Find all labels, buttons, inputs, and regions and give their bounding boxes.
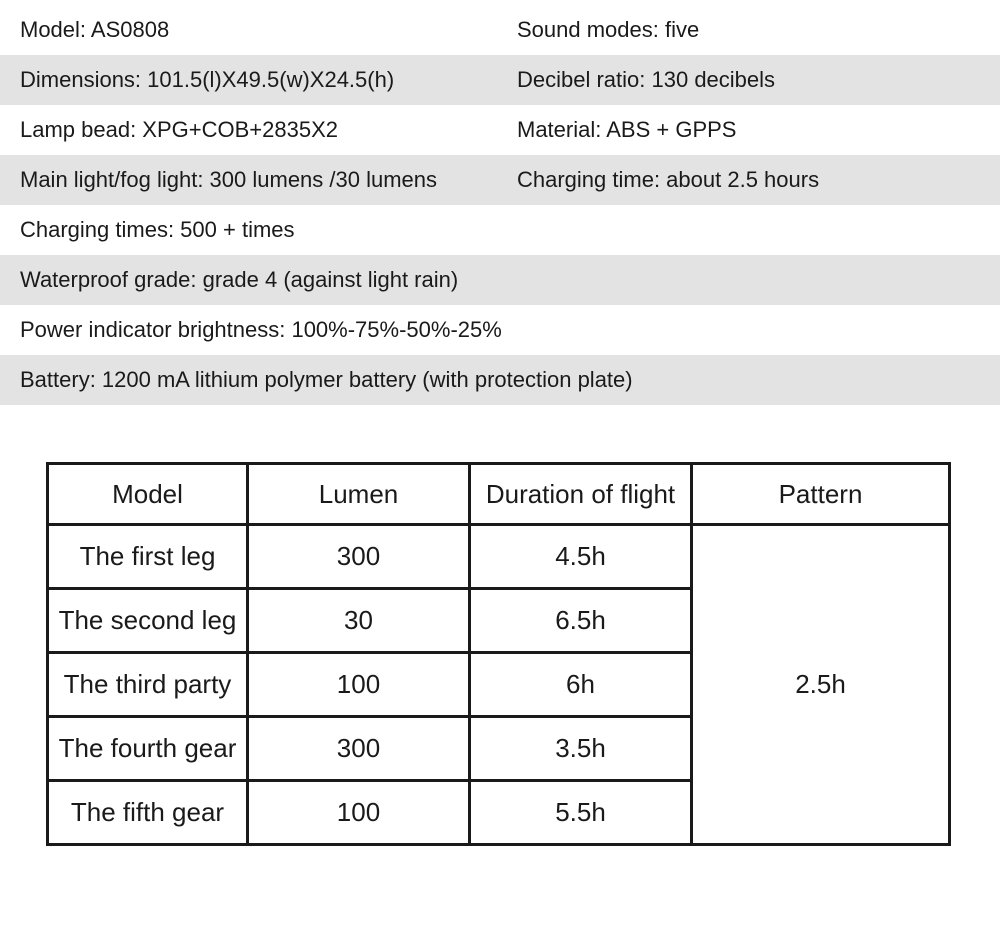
spec-row <box>0 355 1000 405</box>
spec-list <box>0 5 1000 405</box>
header-lumen: Lumen <box>248 464 470 525</box>
cell-duration: 5.5h <box>470 781 692 845</box>
cell-duration: 3.5h <box>470 717 692 781</box>
cell-duration: 6h <box>470 653 692 717</box>
cell-model: The fourth gear <box>48 717 248 781</box>
spec-row <box>0 305 1000 355</box>
spec-row <box>0 55 1000 105</box>
spec-waterproof: Waterproof grade: grade 4 (against light rain) <box>20 267 459 292</box>
table-row <box>48 525 950 589</box>
cell-lumen: 100 <box>248 653 470 717</box>
spec-power-indicator: Power indicator brightness: 100%-75%-50%-25% <box>20 317 502 342</box>
spec-main-light: Main light/fog light: 300 lumens /30 lumens <box>20 167 438 192</box>
cell-lumen: 100 <box>248 781 470 845</box>
spec-model: Model: AS0808 <box>20 17 170 42</box>
spec-material: Material: ABS + GPPS <box>517 117 737 142</box>
spec-battery: Battery: 1200 mA lithium polymer battery (with protection plate) <box>20 367 633 392</box>
cell-pattern: 2.5h <box>692 525 950 845</box>
spec-charging-time: Charging time: about 2.5 hours <box>517 167 820 192</box>
cell-model: The fifth gear <box>48 781 248 845</box>
cell-model: The second leg <box>48 589 248 653</box>
table-header-row <box>48 464 950 525</box>
spec-charging-times: Charging times: 500 + times <box>20 217 295 242</box>
cell-model: The third party <box>48 653 248 717</box>
spec-lamp-bead: Lamp bead: XPG+COB+2835X2 <box>20 117 338 142</box>
gear-table <box>46 462 951 846</box>
spec-row <box>0 105 1000 155</box>
header-duration: Duration of flight <box>470 464 692 525</box>
spec-row <box>0 5 1000 55</box>
header-pattern: Pattern <box>692 464 950 525</box>
header-model: Model <box>48 464 248 525</box>
spec-dimensions: Dimensions: 101.5(l)X49.5(w)X24.5(h) <box>20 67 395 92</box>
cell-model: The first leg <box>48 525 248 589</box>
spec-decibel: Decibel ratio: 130 decibels <box>517 67 776 92</box>
spec-row <box>0 205 1000 255</box>
cell-lumen: 30 <box>248 589 470 653</box>
cell-duration: 6.5h <box>470 589 692 653</box>
cell-duration: 4.5h <box>470 525 692 589</box>
cell-lumen: 300 <box>248 525 470 589</box>
cell-lumen: 300 <box>248 717 470 781</box>
spec-sound-modes: Sound modes: five <box>517 17 700 42</box>
spec-row <box>0 255 1000 305</box>
spec-row <box>0 155 1000 205</box>
